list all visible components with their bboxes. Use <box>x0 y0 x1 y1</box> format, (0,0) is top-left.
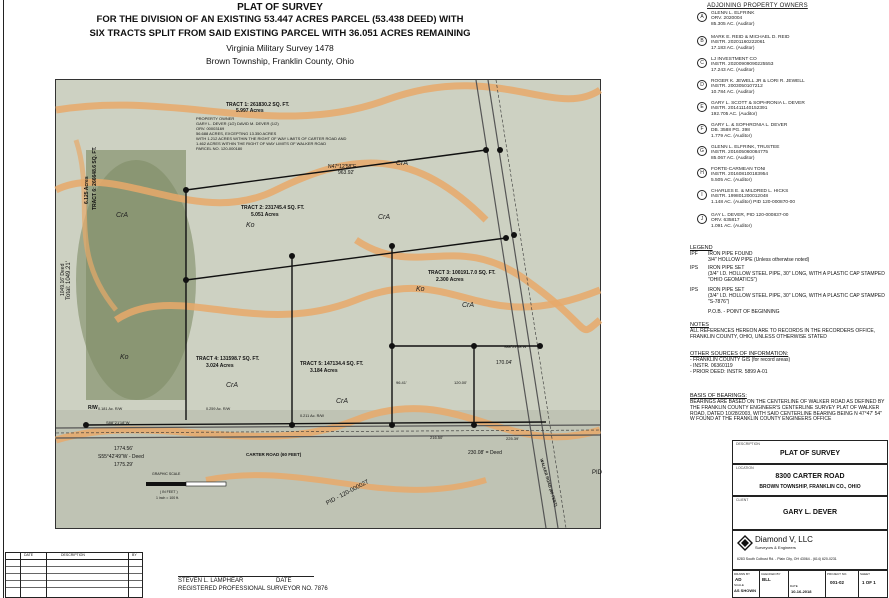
adjoining-number-icon: E <box>697 102 707 112</box>
tract-5-acres: 3.184 Acres <box>310 368 338 374</box>
tb-info-row <box>732 570 888 598</box>
legend-text: IRON PIPE FOUND <box>708 251 753 257</box>
tb-checked-value: BLL <box>762 577 771 582</box>
tb-checked <box>760 571 789 597</box>
carter-road-label: CARTER ROAD (60 FEET) <box>246 452 302 457</box>
rw-label: R/W <box>88 405 98 411</box>
total-distance: Total: 1049.21' <box>66 261 72 300</box>
adjoining-line: 85.305 AC. (Auditor) <box>711 21 755 27</box>
tb-description <box>732 440 888 464</box>
plat-subtitle-line1: FOR THE DIVISION OF AN EXISTING 53.447 ACRES PARCEL (53.438 DEED) WITH <box>96 14 464 25</box>
rev-row-line <box>6 566 142 567</box>
adjoining-number-icon: A <box>697 12 707 22</box>
adjoining-line: ROGER K. JEWELL JR & LORI R. JEWELL <box>711 79 805 84</box>
adjoining-text <box>711 213 861 229</box>
adjoining-text <box>711 101 861 117</box>
dist-216: 216.50' <box>430 435 443 440</box>
soil-label: CrA <box>396 160 409 167</box>
north-bearing: N47°12'58"E <box>328 164 357 170</box>
adjoining-line: GLENN L. ELFRINK, TRUSTEE <box>711 145 780 150</box>
tract-4-label: TRACT 4: 131598.7 SQ. FT. <box>196 356 260 362</box>
legend-text: IRON PIPE SET <box>708 287 745 293</box>
adjoining-line: 1.779 AC. (Auditor) <box>711 133 752 139</box>
surveyor-signature-block <box>178 577 328 593</box>
adjoining-line: INSTR. 201608100183954 <box>711 172 769 178</box>
adjoining-line: FORTE-CARMEAN TONI <box>711 167 766 172</box>
revision-header <box>6 553 142 560</box>
adjoining-line: 10.784 AC. (Auditor) <box>711 89 755 95</box>
deed-bearing: S55°42'49"W - Deed <box>98 454 144 460</box>
dist-225: 225.39' <box>506 436 519 441</box>
tb-drawn <box>733 571 760 597</box>
adjoining-line: INSTR. 201605060084775 <box>711 150 769 156</box>
tract-1-acres: 5.997 Acres <box>236 108 264 114</box>
tract-2-acres: 5.051 Acres <box>251 212 279 218</box>
tb-client-value: GARY L. DEVER <box>782 509 838 516</box>
tb-loc-value2: BROWN TOWNSHIP, FRANKLIN CO., OHIO <box>759 484 861 490</box>
firm-sub: Surveyors & Engineers <box>755 545 796 550</box>
surveyor-reg: REGISTERED PROFESSIONAL SURVEYOR NO. 7876 <box>178 586 328 592</box>
adjoining-line: INSTR. 20200909090225553 <box>711 62 774 68</box>
tb-client-label: CLIENT <box>736 498 749 502</box>
owner-name: GARY L. DEVER (1/2) DAVID M. DEVER (1/2) <box>196 121 279 126</box>
soil-label: Ko <box>246 222 255 229</box>
south-bearing: S88°21'18"W <box>106 420 130 425</box>
adjoining-owner <box>697 57 857 79</box>
adjoining-number-icon: B <box>697 36 707 46</box>
adjoining-line: 17.183 AC. (Auditor) <box>711 45 755 51</box>
signature-line <box>178 576 314 577</box>
adjoining-owner <box>697 11 857 33</box>
pid-edge: PID <box>592 470 603 476</box>
tb-date-label: DATE <box>790 584 798 588</box>
other-sources-title: OTHER SOURCES OF INFORMATION: <box>690 351 789 357</box>
left-border <box>3 0 4 598</box>
tract-2-label: TRACT 2: 231745.4 SQ. FT. <box>241 205 305 211</box>
tb-date-value: 10-16-2018 <box>791 589 812 594</box>
adjoining-owner <box>697 167 857 189</box>
rw-0211: 0.211 Ac. R/W <box>300 414 324 418</box>
legend-title: LEGEND <box>690 245 713 251</box>
plat-title: PLAT OF SURVEY <box>237 2 323 13</box>
adjoining-number-icon: D <box>697 80 707 90</box>
adjoining-line: 5.505 AC. (Auditor) <box>711 177 752 183</box>
legend-symbol-icon: IPS <box>690 287 699 293</box>
adjoining-line: 85.067 AC. (Auditor) <box>711 155 755 161</box>
adjoining-owner <box>697 145 857 167</box>
rev-row-line <box>6 580 142 581</box>
tb-sheet-value: 1 OF 1 <box>862 580 876 585</box>
adjoining-line: MARK E. REID & MICHAEL D. REID <box>711 35 790 40</box>
soil-label: CrA <box>336 398 349 405</box>
adjoining-number-icon: J <box>697 214 707 224</box>
tb-sheet-label: SHEET <box>860 572 871 576</box>
other-source-1: - FRANKLIN COUNTY GIS (for record areas) <box>690 357 791 363</box>
adjoining-line: INSTR. 2003050107212 <box>711 84 763 90</box>
firm-name: Diamond V, LLC <box>755 535 813 544</box>
tb-firm <box>732 530 888 570</box>
tb-project <box>826 571 859 597</box>
adjoining-line: 17.243 AC. (Auditor) <box>711 67 755 73</box>
adjoining-text <box>711 145 861 161</box>
tb-loc-value: 8300 CARTER ROAD <box>775 473 845 480</box>
tb-desc-label: DESCRIPTION <box>736 442 760 446</box>
tract-1-label: TRACT 1: 261830.2 SQ. FT. <box>226 102 290 108</box>
adjoining-line: ORV. 2020004 <box>711 16 743 22</box>
surveyor-name: STEVEN L. LAMPHEAR <box>178 578 244 584</box>
adjoining-line: GAY L. DEVER, PID 120-000837-00 <box>711 213 789 218</box>
scale-ratio: 1 inch = 100 ft. <box>156 496 180 500</box>
adjoining-number-icon: C <box>697 58 707 68</box>
rev-by-col: BY <box>132 553 137 557</box>
south-distance: 1774.56' <box>114 446 134 452</box>
rev-col-line <box>128 553 129 597</box>
owner-row1: WITH 1.212 ACRES WITHIN THE RIGHT OF WAY LIMITS OF CARTER ROAD AND <box>196 136 347 141</box>
adjoining-text <box>711 57 861 73</box>
tb-client <box>732 496 888 530</box>
owner-note <box>196 116 396 151</box>
soil-label: Ko <box>416 286 425 293</box>
adjoining-text <box>711 189 861 205</box>
legend-text: 3/4" HOLLOW PIPE (Unless otherwise noted) <box>708 257 810 263</box>
adjoining-number-icon: H <box>697 168 707 178</box>
adjoining-line: LJ INVESTMENT CO <box>711 57 757 62</box>
dist-170: 170.04' <box>496 360 513 366</box>
tb-project-label: PROJECT NO. <box>827 572 848 576</box>
rw-0181: 0.181 Ac. R/W <box>98 407 123 411</box>
owner-heading: PROPERTY OWNER <box>196 116 235 121</box>
tb-project-value: 001-02 <box>830 580 845 585</box>
adjoining-number-icon: G <box>697 146 707 156</box>
tract-6-label: TRACT 6: 266648.6 SQ. FT. <box>92 146 98 210</box>
scale-title: GRAPHIC SCALE <box>152 472 181 476</box>
adjoining-line: INSTR. 199801200012048 <box>711 194 769 200</box>
tract-3-acres: 2.300 Acres <box>436 277 464 283</box>
rev-desc-col: DESCRIPTION <box>61 553 85 557</box>
tb-loc-label: LOCATION <box>736 466 754 470</box>
owner-row2: 1.462 ACRES WITHIN THE RIGHT OF WAY LIMITS OF WALKER ROAD <box>196 141 327 146</box>
bearings-text: BEARINGS ARE BASED ON THE CENTERLINE OF WALKER ROAD AS DEFINED BY THE FRANKLIN COUNTY ENGINEER'S CENTERLINE SURVEY PLAT OF WALKER ROAD, DATED 10/28/2003, WITH SAID CENTERLINE BEARING BEING N 47°47' 54" W FOUND AT THE FRANKLIN COUNTY ENGINEERS OFFICE <box>690 399 885 423</box>
notes-text: ALL REFERENCES HEREON ARE TO RECORDS IN THE RECORDERS OFFICE, FRANKLIN COUNTY, OHIO, UNLESS OTHERWISE STATED <box>690 328 876 340</box>
adjoining-number-icon: F <box>697 124 707 134</box>
adjoining-line: GARY L. & SOPHRONIA L. DEVER <box>711 123 788 128</box>
adjoining-owner <box>697 213 857 235</box>
dist-120: 120.00' <box>454 380 467 385</box>
adjoining-text <box>711 167 861 183</box>
rev-row-line <box>6 573 142 574</box>
adjoining-line: 1.148 AC. (Auditor) PID 120-000870-00 <box>711 199 795 205</box>
tb-date <box>789 571 826 597</box>
scale-note: ( IN FEET ) <box>160 490 178 494</box>
soil-label: CrA <box>378 214 391 221</box>
tract-3-label: TRACT 3: 100191.7.0 SQ. FT. <box>428 270 496 276</box>
soil-label: Ko <box>120 354 129 361</box>
tb-drawn-value: AD <box>735 577 742 582</box>
adjoining-line: ORV. 635817 <box>711 218 740 224</box>
other-source-2: - INSTR. 06360119 <box>690 363 733 369</box>
deed-230: 230.08' = Deed <box>468 450 502 456</box>
rev-row-line <box>6 587 142 588</box>
soil-label: CrA <box>116 212 129 219</box>
tb-sheet <box>859 571 887 597</box>
adjoining-text <box>711 79 861 95</box>
adjoining-number-icon: I <box>697 190 707 200</box>
firm-address: 6283 South Colbust Rd. - Plain City, OH 43064 - (614) 620-0231 <box>737 557 837 561</box>
dist-96: 96.41' <box>396 380 407 385</box>
rw-0259: 0.259 Ac. R/W <box>206 407 231 411</box>
north-distance: 963.92' <box>338 170 355 176</box>
adjoining-title: ADJOINING PROPERTY OWNERS <box>707 3 808 9</box>
adjoining-owner <box>697 101 857 123</box>
s88-small: S88°21'18"W <box>504 345 527 349</box>
revision-table <box>5 552 143 598</box>
diamond-logo-icon <box>737 535 753 551</box>
legend-text: (3/4" I.D. HOLLOW STEEL PIPE, 30" LONG, WITH A PLASTIC CAP STAMPED "OHIO GEOMATICS") <box>708 271 885 283</box>
survey-name: Virginia Military Survey 1478 <box>226 43 334 53</box>
aerial-map <box>55 79 601 529</box>
tb-scale-label: SCALE <box>734 583 744 587</box>
legend-text: IRON PIPE SET <box>708 265 745 271</box>
adjoining-owner <box>697 79 857 101</box>
rev-col-line <box>20 553 21 597</box>
adjoining-text <box>711 123 861 139</box>
legend-symbol-icon: IPF <box>690 251 698 257</box>
adjoining-owner <box>697 123 857 145</box>
plat-subtitle-line2: SIX TRACTS SPLIT FROM SAID EXISTING PARCEL WITH 36.051 ACRES REMAINING <box>89 28 471 39</box>
owner-parcel: PARCEL NO. 120-000180 <box>196 146 243 151</box>
rev-col-line <box>46 553 47 597</box>
tract-6-acres: 6.125 Acres <box>84 176 90 204</box>
deed-distance-2: 1049.16' Deed <box>60 263 66 296</box>
soil-label: CrA <box>226 382 239 389</box>
tract-5-label: TRACT 5: 147134.4 SQ. FT. <box>300 361 364 367</box>
pid-label: PID - 120-000027 <box>325 479 371 507</box>
deed-distance: 1775.29' <box>114 462 134 468</box>
adjoining-line: INSTR. 20201160222061 <box>711 40 766 46</box>
surveyor-date: DATE <box>276 578 292 584</box>
legend-text: (3/4" I.D. HOLLOW STEEL PIPE, 30" LONG, WITH A PLASTIC CAP STAMPED "S-7876") <box>708 293 885 305</box>
walker-road-label: WALKER ROAD (60 FEET) <box>539 458 559 508</box>
tb-location <box>732 464 888 496</box>
adjoining-line: 1.091 AC. (Auditor) <box>711 223 752 229</box>
tract-4-acres: 3.024 Acres <box>206 363 234 369</box>
adjoining-owner <box>697 189 857 211</box>
legend-text: P.O.B. - POINT OF BEGINNING <box>708 309 780 315</box>
bearings-title: BASIS OF BEARINGS: <box>690 393 747 399</box>
soil-label: CrA <box>462 302 475 309</box>
legend-symbol-icon: IPS <box>690 265 699 271</box>
adjoining-line: GLENN L. ELFRINK <box>711 11 755 16</box>
tb-scale-value: AS SHOWN <box>734 588 756 593</box>
adjoining-line: 192.705 AC. (Auditor) <box>711 111 758 117</box>
rev-date-col: DATE <box>24 553 34 557</box>
adjoining-text <box>711 11 861 27</box>
adjoining-text <box>711 35 861 51</box>
adjoining-line: CHARLES E. & MILDRED L. HICKS <box>711 189 789 194</box>
survey-location: Brown Township, Franklin County, Ohio <box>205 56 355 66</box>
adjoining-owner <box>697 35 857 57</box>
tb-drawn-label: DRAWN BY <box>734 572 751 576</box>
adjoining-line: GARY L. SCOTT & SOPHRONIA L. DEVER <box>711 101 805 106</box>
notes-title: NOTES <box>690 322 709 328</box>
other-source-3: - PRIOR DEED: INSTR. 5899 A-01 <box>690 369 768 375</box>
owner-orv: ORV. 00003169 <box>196 126 225 131</box>
owner-acres: 56.688 ACRES, EXCEPTING 13.350 ACRES <box>196 131 277 136</box>
adjoining-line: DB. 3588 PG. 398 <box>711 128 750 134</box>
adjoining-line: INSTR. 201411140152391 <box>711 106 768 112</box>
tb-desc-value: PLAT OF SURVEY <box>779 450 841 457</box>
tb-checked-label: CHECKED BY <box>761 572 781 576</box>
